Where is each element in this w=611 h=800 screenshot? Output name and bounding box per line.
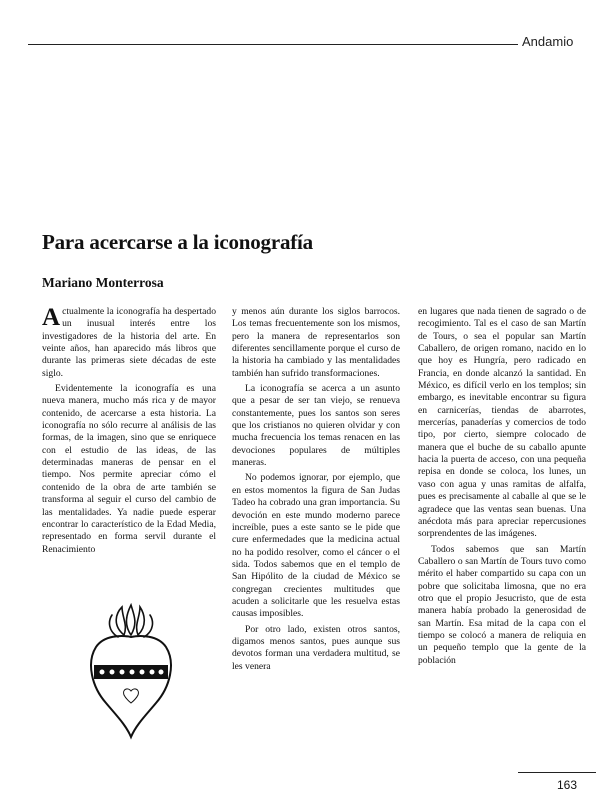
paragraph: y menos aún durante los siglos barrocos. Los temas frecuentemente son los mismos, pero la manera de representarlos son diferentes sencillamente porque el curso de la historia ha cambiado y las mentalidades también han sufrido transformaciones. — [232, 306, 400, 379]
paragraph: La iconografía se acerca a un asunto que a pesar de ser tan viejo, se renueva constantemente, pues los santos son seres que los cristianos no quieren olvidar y con mucha frecuencia los temas renacen en las devociones populares de múltiples maneras. — [232, 383, 400, 469]
paragraph: Por otro lado, existen otros santos, digamos menos santos, pues aunque sus devotos forman una verdadera multitud, se les venera — [232, 623, 400, 672]
paragraph: No podemos ignorar, por ejemplo, que en estos momentos la figura de San Judas Tadeo ha cobrado una gran importancia. Su devoción en este mundo moderno parece increíble, pues a este santo se le pide que cure enfermedades que la medicina actual no ha podido resolver, como el cáncer o el sida. Todos sabemos que en el templo de San Hipólito de la ciudad de México se congregan crecientes multitudes que acuden a solicitarle que les resuelva estas causas imposibles. — [232, 472, 400, 620]
text-column-1 — [42, 306, 216, 556]
header-rule — [28, 44, 518, 45]
page-number: 163 — [557, 778, 578, 792]
sacred-heart-illustration — [82, 595, 180, 745]
text-column-2 — [232, 306, 400, 673]
paragraph: Evidentemente la iconografía es una nueva manera, mucho más rica y de mayor contenido, de acercarse a esta historia. La iconografía no sólo recurre al análisis de las formas, de la imagen, sino que se enriquece con el estudio de las ideas, de las determinadas maneras de pensar en el tiempo. Nos permite apreciar cómo el contenido de la obra de arte también se transforma al seguir el curso del cambio de las mentalidades. Ya nadie puede esperar encontrar lo característico de la Edad Media, representado en forma servil durante el Renacimiento — [42, 383, 216, 555]
running-head: Andamio — [522, 34, 574, 49]
footer-rule — [518, 772, 596, 773]
article-author: Mariano Monterrosa — [42, 275, 164, 290]
paragraph: Todos sabemos que san Martín Caballero o san Martín de Tours tuvo como mérito el haber compartido su capa con un pobre que solicitaba limosna, que no era otro que el propio Jesucristo, que de esta manera había probado la generosidad de san Martín. Esa mitad de la capa con el tiempo se colocó a manera de reliquia en un pequeño templo que la gente de la población — [418, 543, 586, 666]
paragraph: en lugares que nada tienen de sagrado o de recogimiento. Tal es el caso de san Martín de Tours, o sea el popular san Martín Caballero, de origen romano, nacido en lo que hoy es Hungría, pero radicado en Francia, en donde alcanzó la santidad. En México, es difícil verlo en los templos; sin embargo, es inevitable encontrar su figura en carnicerías, tiendas de abarrotes, mercerías, panaderías y comercios de todo tipo, por cierto, siempre colocado de manera que el buche de su caballo apunte hacia la puerta de acceso, con una pequeña repisa en donde se coloca, los lunes, un vaso con agua y unas ramitas de alfalfa, pues es precisamente al caballe al que se le agradece que las ventas sean buenas. Una anécdota más para apreciar repercusiones sorprendentes de las imágenes. — [418, 306, 586, 540]
text-column-3 — [418, 306, 586, 667]
paragraph — [42, 306, 216, 380]
drop-cap: A — [42, 304, 61, 331]
article-title: Para acercarse a la iconografía — [42, 230, 313, 254]
paragraph-text: ctualmente la iconografía ha despertado un inusual interés entre los investigadores de la historia del arte. En veinte años, han aparecido más libros que durante las primeras siete décadas de este siglo. — [42, 306, 216, 379]
